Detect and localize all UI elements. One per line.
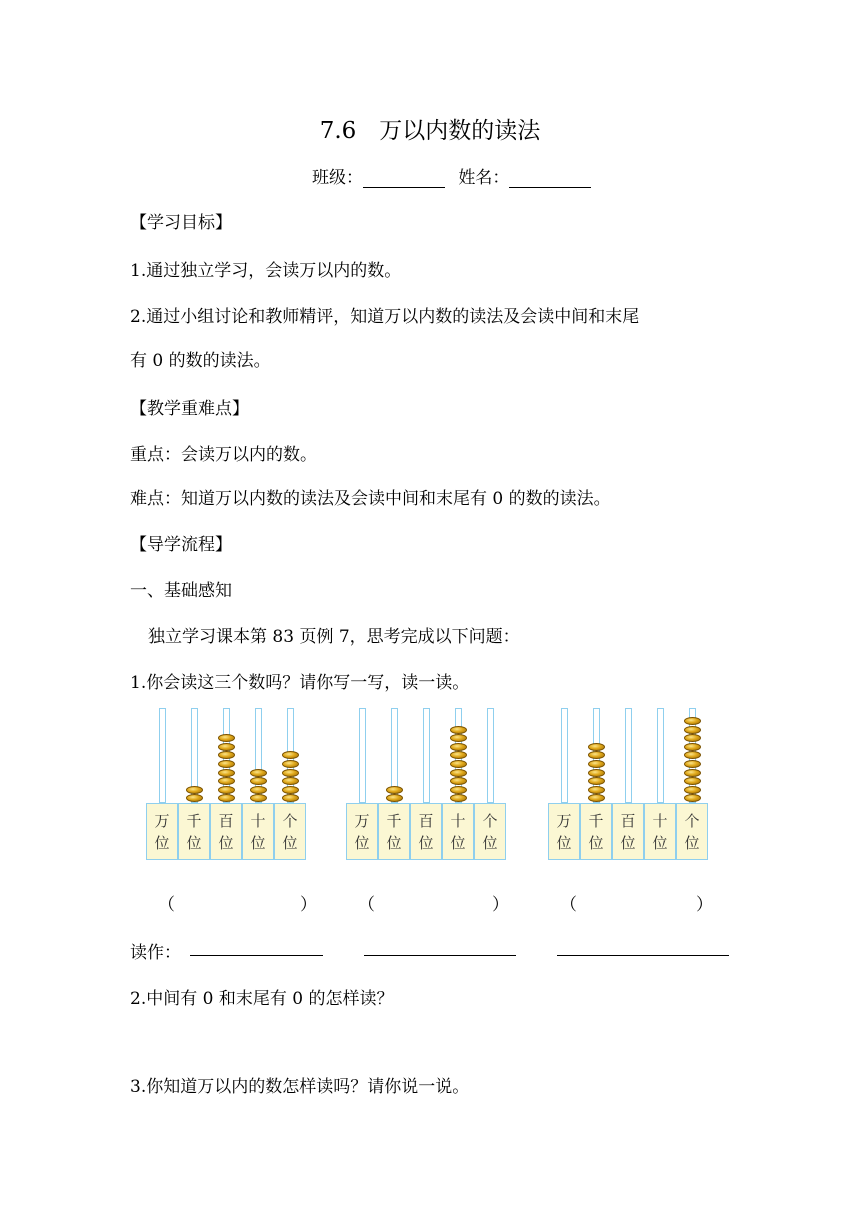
abacus-bead (450, 777, 467, 785)
place-label-char: 位 (354, 834, 370, 852)
abacus-bead (218, 786, 235, 794)
place-label-qian (178, 803, 210, 860)
place-label-char: 位 (282, 834, 298, 852)
instruction: 独立学习课本第 83 页例 7，思考完成以下问题： (148, 627, 520, 647)
place-label-char: 万 (154, 812, 170, 830)
place-label-char: 位 (418, 834, 434, 852)
place-label-bai (410, 803, 442, 860)
abacus-bead (218, 743, 235, 751)
abacus-rod-wan (359, 708, 366, 803)
goal-2-line1: 2.通过小组讨论和教师精评，知道万以内数的读法及会读中间和末尾 (130, 307, 640, 327)
abacus-bead (386, 794, 403, 802)
class-blank[interactable] (363, 169, 445, 188)
abacus-bead (588, 743, 605, 751)
abacus-3 (548, 708, 710, 863)
difficult-point: 难点：知道万以内数的读法及会读中间和末尾有 0 的数的读法。 (130, 489, 611, 509)
paren-close-2: ） (492, 895, 509, 915)
abacus-bead (218, 760, 235, 768)
abacus-bead (450, 734, 467, 742)
read-label: 读作： (130, 943, 181, 963)
place-label-wan (146, 803, 178, 860)
place-label-char: 十 (652, 812, 668, 830)
place-label-char: 位 (186, 834, 202, 852)
place-label-char: 百 (620, 812, 636, 830)
goal-2-line2: 有 0 的数的读法。 (130, 351, 271, 371)
place-label-wan (548, 803, 580, 860)
abacus-bead (282, 751, 299, 759)
abacus-bead (250, 786, 267, 794)
abacus-bead (588, 760, 605, 768)
abacus-bead (218, 769, 235, 777)
abacus-bead (250, 777, 267, 785)
abacus-bead (684, 760, 701, 768)
place-label-char: 千 (186, 812, 202, 830)
question-2: 2.中间有 0 和末尾有 0 的怎样读？ (130, 989, 394, 1009)
key-point: 重点：会读万以内的数。 (130, 445, 317, 465)
abacus-bead (218, 751, 235, 759)
class-name-line (312, 163, 591, 188)
abacus-bead (450, 760, 467, 768)
paren-open-2: （ (358, 895, 375, 915)
abacus-bead (684, 751, 701, 759)
abacus-bead (218, 777, 235, 785)
page-title: 7.6 万以内数的读法 (319, 118, 541, 144)
abacus-rod-wan (561, 708, 568, 803)
abacus-bead (684, 786, 701, 794)
abacus-bead (684, 743, 701, 751)
place-label-shi (242, 803, 274, 860)
place-label-bai (612, 803, 644, 860)
place-label-char: 位 (154, 834, 170, 852)
abacus-1 (146, 708, 308, 863)
place-label-char: 万 (354, 812, 370, 830)
abacus-bead (450, 726, 467, 734)
name-label: 姓名： (458, 168, 510, 188)
paren-close-3: ） (696, 895, 713, 915)
place-label-char: 位 (620, 834, 636, 852)
place-label-char: 百 (218, 812, 234, 830)
abacus-bead (684, 734, 701, 742)
abacus-bead (250, 769, 267, 777)
abacus-bead (684, 769, 701, 777)
abacus-rod-wan (159, 708, 166, 803)
paren-open-3: （ (560, 895, 577, 915)
place-label-char: 个 (684, 812, 700, 830)
question-1: 1.你会读这三个数吗？请你写一写，读一读。 (130, 673, 470, 693)
place-label-wan (346, 803, 378, 860)
place-label-qian (378, 803, 410, 860)
abacus-bead (450, 743, 467, 751)
place-label-char: 位 (482, 834, 498, 852)
abacus-bead (450, 794, 467, 802)
abacus-bead (684, 777, 701, 785)
class-label: 班级： (312, 168, 363, 188)
place-label-char: 十 (450, 812, 466, 830)
place-label-ge (474, 803, 506, 860)
abacus-rod-ge (487, 708, 494, 803)
abacus-bead (282, 786, 299, 794)
place-label-char: 位 (250, 834, 266, 852)
read-answer-line-3[interactable] (557, 955, 729, 956)
process-heading: 【导学流程】 (130, 535, 232, 555)
name-blank[interactable] (509, 169, 591, 188)
place-label-ge (274, 803, 306, 860)
place-label-char: 万 (556, 812, 572, 830)
abacus-bead (588, 777, 605, 785)
place-label-char: 百 (418, 812, 434, 830)
place-label-char: 位 (218, 834, 234, 852)
abacus-bead (588, 769, 605, 777)
read-answer-line-2[interactable] (364, 955, 516, 956)
abacus-rod-bai (625, 708, 632, 803)
abacus-bead (282, 760, 299, 768)
place-label-char: 位 (652, 834, 668, 852)
place-label-char: 个 (282, 812, 298, 830)
abacus-rod-bai (423, 708, 430, 803)
abacus-bead (218, 794, 235, 802)
abacus-2 (346, 708, 508, 863)
abacus-bead (588, 794, 605, 802)
abacus-bead (588, 751, 605, 759)
place-label-char: 位 (386, 834, 402, 852)
paren-close-1: ） (300, 895, 317, 915)
abacus-bead (386, 786, 403, 794)
part-1-heading: 一、基础感知 (130, 581, 232, 601)
abacus-bead (282, 777, 299, 785)
abacus-bead (250, 794, 267, 802)
abacus-bead (186, 786, 203, 794)
place-label-qian (580, 803, 612, 860)
abacus-rod-shi (657, 708, 664, 803)
place-label-ge (676, 803, 708, 860)
key-heading: 【教学重难点】 (130, 399, 249, 419)
place-label-char: 千 (588, 812, 604, 830)
place-label-shi (442, 803, 474, 860)
abacus-bead (186, 794, 203, 802)
question-3: 3.你知道万以内的数怎样读吗？请你说一说。 (130, 1077, 470, 1097)
abacus-bead (282, 769, 299, 777)
abacus-bead (218, 734, 235, 742)
abacus-bead (684, 717, 701, 725)
place-label-char: 位 (588, 834, 604, 852)
paren-open-1: （ (158, 895, 175, 915)
goal-1: 1.通过独立学习，会读万以内的数。 (130, 261, 402, 281)
place-label-char: 位 (684, 834, 700, 852)
abacus-bead (450, 751, 467, 759)
read-answer-line-1[interactable] (190, 955, 323, 956)
abacus-bead (450, 769, 467, 777)
place-label-bai (210, 803, 242, 860)
place-label-char: 个 (482, 812, 498, 830)
goals-heading: 【学习目标】 (130, 213, 232, 233)
place-label-char: 千 (386, 812, 402, 830)
abacus-bead (450, 786, 467, 794)
abacus-bead (684, 726, 701, 734)
abacus-bead (684, 794, 701, 802)
place-label-char: 十 (250, 812, 266, 830)
place-label-char: 位 (556, 834, 572, 852)
place-label-char: 位 (450, 834, 466, 852)
abacus-bead (588, 786, 605, 794)
place-label-shi (644, 803, 676, 860)
abacus-bead (282, 794, 299, 802)
